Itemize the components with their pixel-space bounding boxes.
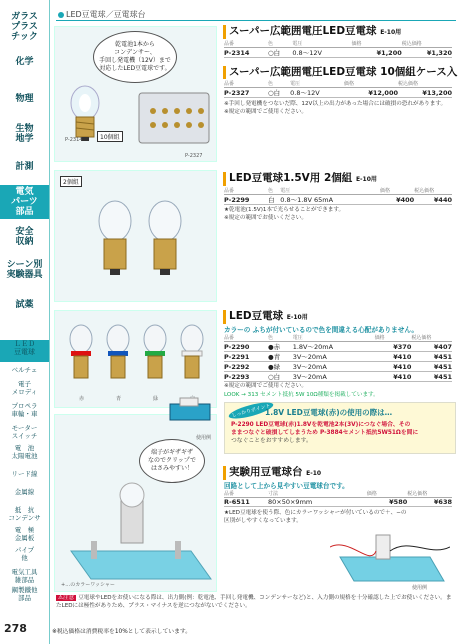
breadcrumb (58, 9, 146, 20)
table-cell: 3V〜20mA (293, 352, 375, 362)
table-header: 電圧 (293, 334, 375, 342)
label-10pcs: 10個組 (97, 131, 123, 142)
table-cell: P-2299 (224, 195, 268, 205)
table-cell: ¥12,000 (344, 88, 398, 98)
page-number: 278 (4, 622, 27, 635)
table-header: 価格 (344, 80, 398, 88)
product-notes-5: ★LED豆電球を使う際、色にカラーワッシャーが付いているので＋、−の 区別がしやすくなっています。 (224, 510, 407, 524)
case-image (135, 89, 213, 147)
sidebar-subitem-11[interactable]: 電気工具 雑部品 (11, 568, 38, 584)
table-cell: ¥451 (411, 372, 452, 382)
table-cell: R-6511 (224, 498, 268, 507)
sidebar-subitem-8[interactable]: 抵 抗 コンデンサ (8, 506, 41, 522)
label-2pcs: 2個組 (60, 176, 82, 187)
table-cell: P-2290 (224, 342, 268, 352)
table-row (224, 195, 452, 205)
sidebar-subitem-6[interactable]: リード線 (11, 470, 38, 478)
color-label-blue: 青 (116, 396, 122, 402)
table-cell: 0.8〜12V (292, 48, 351, 58)
label-use-example-1: 使用例 (196, 435, 212, 441)
table-row (224, 342, 452, 352)
sidebar-item-6[interactable]: 安全 収納 (15, 227, 34, 247)
table-cell: 0.8〜1.8V 65mA (280, 195, 380, 205)
table-cell: P-2293 (224, 372, 268, 382)
product-table-3 (224, 187, 452, 205)
color-bulbs-image (63, 317, 213, 397)
table-cell: ¥407 (411, 342, 452, 352)
table-cell: 3V〜20mA (293, 362, 375, 372)
table-cell: ¥410 (375, 352, 412, 362)
table-cell: ¥370 (375, 342, 412, 352)
product-table-4 (224, 334, 452, 382)
color-label-red: 赤 (79, 396, 85, 402)
caution-text: 豆電球やLEDをお使いになる際は、出力側(例：乾電池、手回し発電機、コンデンサーなど)と、入力側の規格を十分確認した上でお使いください。またLEDには極性がありため、プラス・マイナスを逆につながないでください。 (56, 595, 452, 609)
sidebar-subitem-3[interactable]: プロペラ 車輪・車 (11, 402, 38, 418)
table-cell: ¥451 (411, 352, 452, 362)
table-cell: ¥580 (367, 498, 407, 507)
table-header: 色 (268, 80, 290, 88)
sidebar-subitem-4[interactable]: モーター スイッチ (11, 424, 38, 440)
table-cell: P-2314 (224, 48, 268, 58)
table-row (224, 362, 452, 372)
table-cell: ¥410 (375, 372, 412, 382)
table-cell: ¥1,200 (352, 48, 402, 58)
label-use-example-2: 使用例 (412, 585, 428, 591)
photo-panel-2 (54, 170, 217, 302)
bulb-pair-image (85, 189, 195, 299)
warning-text-2: ままつなぐと破損してしまうため P-3884セメント抵抗5W51Ωを間に (231, 430, 419, 436)
table-cell: ○白 (268, 372, 293, 382)
table-header: 税込価格 (414, 187, 452, 195)
table-cell: 0.8〜12V (290, 88, 344, 98)
sidebar-subitem-2[interactable]: 電子 メロディ (11, 380, 38, 396)
table-header: 電圧 (280, 187, 380, 195)
table-cell: P-2291 (224, 352, 268, 362)
label-p2314: P-2314 (65, 137, 83, 143)
table-header: 色 (268, 334, 293, 342)
table-row (224, 498, 452, 507)
table-row (224, 372, 452, 382)
bullet-icon (58, 12, 64, 18)
table-header: 価格 (380, 187, 414, 195)
sidebar-subitem-10[interactable]: パイプ 他 (14, 546, 35, 562)
table-cell: ¥440 (414, 195, 452, 205)
table-cell: P-2327 (224, 88, 268, 98)
warning-title: 1.8V LED豆電球(赤)の使用の際は… (265, 408, 393, 417)
product-subtitle-5: 回路として上から見やすい豆電球台です。 (224, 482, 349, 490)
sidebar-item-8[interactable]: 試薬 (15, 300, 34, 310)
table-header: 品番 (224, 80, 268, 88)
table-header: 税込価格 (407, 490, 452, 498)
table-cell: ¥1,320 (402, 48, 452, 58)
sidebar-item-1[interactable]: 化学 (15, 57, 34, 67)
warning-text-3: つなぐことをおすすめします。 (231, 438, 312, 444)
table-row (224, 88, 452, 98)
speech-bubble: 乾電池1本から コンデンサー、 手回し発電機（12V）まで 対応したLED豆電球です。 (93, 31, 177, 83)
table-header: 品番 (224, 490, 268, 498)
table-cell: ¥638 (407, 498, 452, 507)
look-reference-link[interactable]: LOOK → 313 セメント抵抗 5W 10Ω種類を掲載しています。 (224, 392, 379, 398)
table-cell: 3V〜20mA (293, 372, 375, 382)
table-cell: ¥13,200 (398, 88, 452, 98)
table-header: 電圧 (290, 80, 344, 88)
table-cell: 1.8V〜20mA (293, 342, 375, 352)
point-badge: しっかりポイント (227, 399, 274, 422)
product-title-4: LED豆電球 E-10用 (223, 310, 308, 324)
breadcrumb-text: LED豆電球／豆電球台 (66, 10, 146, 19)
color-label-green: 緑 (153, 396, 159, 402)
product-table-1 (224, 40, 452, 58)
product-notes-2: ※手回し発電機をつないだ際、12V以上の出力があった場合には破損の恐れがあります。 ※規定の範囲でご使用ください。 (224, 101, 447, 115)
sidebar-subitem-12[interactable]: 鋼製鐵他 部品 (11, 586, 38, 602)
photo-panel-1 (54, 26, 217, 162)
sidebar-subitem-5[interactable]: 電 池 太陽電池 (11, 444, 38, 460)
table-cell: ●緑 (268, 362, 293, 372)
sidebar-item-0[interactable]: ガラス プラス チック (11, 12, 38, 42)
bulb-stand-image (61, 471, 216, 589)
sidebar-item-3[interactable]: 生物 地学 (15, 124, 34, 144)
table-cell: ¥400 (380, 195, 414, 205)
table-cell: ●赤 (268, 342, 293, 352)
sidebar-item-5[interactable]: 電気 パーツ 部品 (0, 185, 49, 219)
table-header: 価格 (375, 334, 412, 342)
table-cell: ¥410 (375, 362, 412, 372)
caution-block (56, 594, 456, 612)
table-cell: P-2292 (224, 362, 268, 372)
photo-panel-4 (54, 414, 217, 592)
product-table-5 (224, 490, 452, 507)
sidebar-item-4[interactable]: 計測 (15, 162, 34, 172)
sidebar-item-7[interactable]: シーン別 実験器具 (6, 260, 43, 280)
warning-text-1: P-2290 LED豆電球(赤)1.8Vを乾電池2本(3V)につなぐ場合、その (231, 422, 411, 428)
table-cell: ●青 (268, 352, 293, 362)
sidebar-subitem-7[interactable]: 金属線 (14, 488, 35, 496)
table-header: 色 (268, 40, 292, 48)
sidebar-subitem-9[interactable]: 電 極 金属板 (14, 526, 35, 542)
stand-example-image (330, 527, 450, 587)
product-note-4: ※規定の範囲でご使用ください。 (224, 383, 307, 389)
table-header: 品番 (224, 40, 268, 48)
table-cell: ○白 (268, 88, 290, 98)
table-row (224, 48, 452, 58)
caution-badge: ⚠注意 (58, 595, 75, 601)
sidebar-subitem-1[interactable]: ベルチェ (11, 366, 38, 374)
table-header: 価格 (367, 490, 407, 498)
table-header: 税込価格 (411, 334, 452, 342)
table-header: 価格 (352, 40, 402, 48)
table-cell: 白 (268, 195, 280, 205)
table-cell: 80×50×9mm (268, 498, 367, 507)
table-cell: ¥451 (411, 362, 452, 372)
label-p2327: P-2327 (185, 153, 203, 159)
product-table-2 (224, 80, 452, 98)
table-header: 色 (268, 187, 280, 195)
product-title-3: LED豆電球1.5V用 2個組 E-10用 (223, 172, 377, 186)
table-header: 税込価格 (402, 40, 452, 48)
sidebar-subitem-0[interactable]: ＬＥＤ 豆電球 (0, 340, 49, 362)
table-header: 品番 (224, 334, 268, 342)
product-notes-3: ★乾電池(1.5V)1本で光らせることができます。 ※規定の範囲でお使いください。 (224, 207, 345, 221)
product-title-1: スーパー広範囲電圧LED豆電球 E-10用 (223, 25, 401, 39)
table-row (224, 352, 452, 362)
table-header: 税込価格 (398, 80, 452, 88)
table-header: 電圧 (292, 40, 351, 48)
product-title-2: スーパー広範囲電圧LED豆電球 10個組ケース入 (223, 66, 457, 79)
product-subtitle-4: カラーの ふちが付いているので色を間違える心配がありません。 (224, 326, 418, 334)
table-header: 寸法 (268, 490, 367, 498)
label-washer: +…のカラーワッシャー (61, 582, 115, 588)
header-rule (56, 20, 456, 21)
speech-bubble-2: 端子がギザギザ なのでクリップで はさみやすい！ (139, 439, 205, 483)
table-header: 品番 (224, 187, 268, 195)
product-title-5: 実験用豆電球台 E-10 (223, 466, 321, 480)
resistor-example-image (166, 394, 218, 430)
footer-note: ※税込価格は消費税率を10%として表示しています。 (52, 629, 192, 635)
table-cell: ○白 (268, 48, 292, 58)
warning-box (224, 402, 456, 454)
sidebar-item-2[interactable]: 物理 (15, 94, 34, 104)
